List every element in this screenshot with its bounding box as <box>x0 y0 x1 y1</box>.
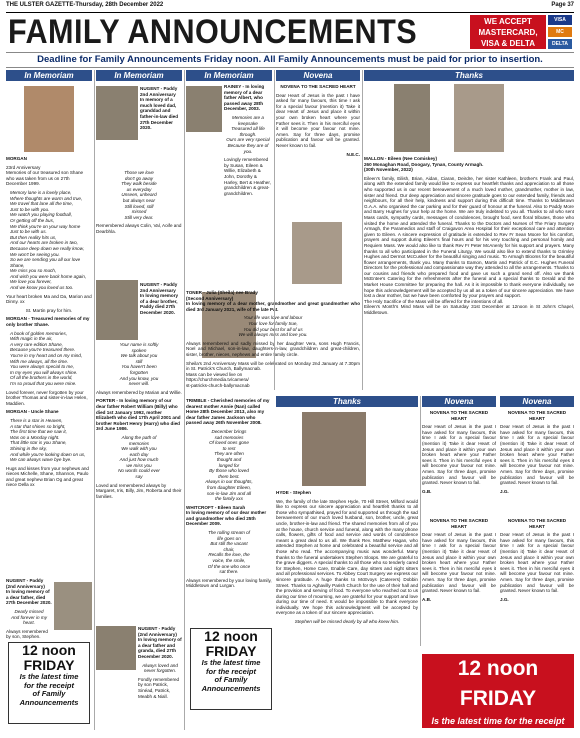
notice-signature: Always remembered by son, Stephen. <box>6 628 48 640</box>
memorial-photo <box>394 84 430 152</box>
friday-deadline-banner <box>422 654 574 737</box>
memorial-photo <box>54 582 92 630</box>
memorial-photo <box>292 222 342 284</box>
notice-intro: 23rd Anniversary Memories of our treasured son Shane who was taken from us on 27th December 1999. <box>6 164 84 187</box>
novena-title: NOVENA TO THE SACRED HEART <box>507 518 567 529</box>
notice-name: TONER - Julia (Sheila) nee Brady (Second Anniversary) In loving memory of a dear mother, grandmother and great grandmother who died 3rd January 2021, wife of the late Pat. <box>186 290 360 312</box>
notice-poem: Those we love don't go away They walk beside us everyday Unseen, unheard but always near Still loved, still missed Still very dear. <box>121 170 157 220</box>
notice-signature: Your heart broken Ma and Da, Marion and Dinny. xx <box>6 293 92 305</box>
page-number: Page 37 <box>551 2 574 8</box>
notice-poem: Your name is softly spoken We talk about you still You haven't been forgotten And you know, you never will. <box>119 342 159 387</box>
notice-signature: Remembered always Colin, Val, Aoife and Dearbhla. <box>96 223 182 234</box>
mastercard-logo: MC <box>548 27 572 37</box>
column-thanks-hyde <box>276 396 418 625</box>
notice-name: MORGAN <box>6 156 27 161</box>
novena-body: Dear Heart of Jesus in the past I have asked for many favours, this time I ask for a special favour (mention it) Take it dear Heart of Jesus and place it within your own broken heart where your Father sees it. Then in his merciful eyes it will become your favour not mine. Amen. Say for three days, promise publication and favour will be granted. Never known to fail. <box>276 92 360 148</box>
memorial-photo <box>96 86 138 140</box>
notice-poem: Dearly missed And forever in my heart. <box>11 608 47 626</box>
column-divider <box>94 70 95 730</box>
column-novena <box>276 70 360 157</box>
notice-name: HYDE - Stephen <box>276 490 311 495</box>
friday-line: FRIDAY <box>205 643 257 659</box>
deadline-line: Announcements <box>19 697 79 707</box>
column-divider <box>362 70 363 390</box>
notice-poem: Memory lane is a lovely place, Where thoughts are warm and true, We travel that lane all the time, Just to be with you. We watch you playing football, Or getting off the bus, We think you're on your way home Just to be with us. But then reality hits us, And our hearts are broken in two, Because deep down we really know, We won't be seeing you. So we are sending you all our love Shane, We miss you so much, And wish you were back home again, We love you forever, And we know you loved us too. <box>10 189 87 291</box>
thanks-body: Eileen's family, Eilish, Brian, Aidan, Ciaran, Deirdre, her sister Kathleen, brother's Frank and Paul, along with the extended family would like to express our heartfelt thanks and appreciation to all those who supported us in our recent bereavement of a much loved mother, grandmother, mother in law, sister and friend. Our deep appreciation and sincere gratitude goes to our extended family, friends and neighbours, for all their help, kindness and support during this difficult time. Thanks to Middletown G.A.A. who organised the car parking and for their guard of honour at the funeral. Also to Paddy More and Barry Hughes for your help at the home. We are truly indebted to you all. Thanks to all who sent Mass cards, sympathy cards, messages of condolences, brought food, sent floral tributes, those who visited the home and attended the funeral. Thanks to the Doctors and Nurses of The Friary Surgery Armagh, the Paramedics and staff of Craigavon Area Hospital for their exceptional care and attention given to Eileen. A sincere expression of gratitude is extended to Rev Fr Sean Moore for his comfort, prayers and support during Eileen's final hours and for his very touching and personal homily and Requiem Mass. We would also like to thank Rev Fr Peter McAnenly for his support and prayers. Many thanks to all who participated in the Funeral Liturgy. We would also like to extend thanks to Grimley Hughes and Dermot McCusker for the beautiful singing and music. To Armagh Blooms for the beautiful flower arrangements, thank you. Many thanks to Eamon, Martin and Patrick of E.C. Hughes Funeral Directors for the professional and compassionate way they attended to all the arrangements. Thanks to our cousins and friends who prepared food and gave us such a grand send off. Also we thank McEntee's Catering for the refreshments after the funeral and a special thanks to Gerald and the Market House Committee for preparing the hall. As it is impossible to thank everyone individually, we hope this acknowledgement will be accepted by us all as a token of our sincere appreciation. We have lost a dear mother, but we have been comforted by your prayers and support. The Holy Sacrifice of the Mass will be offered for the intentions of all. Eileen's Month's Mind Mass will be on Saturday 31st December at 12noon in St John's Chapel, Middletown. <box>364 175 574 316</box>
memorial-photo <box>186 86 222 132</box>
novena-body: Dear Heart of Jesus in the past I have asked for many favours, this time I ask for a special favour (mention it) Take it dear Heart of Jesus and place it within your own broken heart where your Father sees it. Then in his merciful eyes it will become your favour not mine. Amen. Say for three days, promise publication and favour will be granted. Never known to fail. <box>422 424 496 486</box>
accept-line-1: WE ACCEPT <box>484 17 532 26</box>
novena-signature: J.G. <box>500 596 509 602</box>
novena-signature: J.G. <box>500 488 509 494</box>
page-topbar <box>6 2 574 12</box>
payment-accept-badge <box>470 15 546 49</box>
notice-poem: There is a star in Heaven, A star that shines so bright, The first time that we saw it, Was on a Monday night. That little star is you Shane, Shining in the sky, And while you're looking down on us, We can always wave bye bye. <box>10 417 86 463</box>
column-thanks-mallon <box>364 70 574 316</box>
section-header: In Memoriam <box>96 70 182 81</box>
deadline-notice: Deadline for Family Announcements Friday noon. All Family Announcements must be paid for prior to insertion. <box>6 52 574 68</box>
notice-mass-info: Sheila's 2nd Anniversary Mass will be celebrated on Monday 2nd January at 7.30pm in St. Patrick's Church, Ballymacnab. Mass can be viewed live on https://churchmedia.tv/camera/ st-patricks-church-ballymacnab <box>186 360 360 388</box>
novena-body: Dear Heart of Jesus in the past I have asked for many favours, this time I ask for a special favour (mention it) Take it dear Heart of Jesus and place it within your own broken heart where your Father sees it. Then in his merciful eyes it will become your favour not mine. Amen. Say for three days, promise publication and favour will be granted. Never known to fail. <box>500 532 574 594</box>
banner-subtitle: Is the latest time for the receipt of Family Announcements <box>431 716 565 737</box>
deadline-line: for the receipt <box>23 680 74 690</box>
novena-body: Dear Heart of Jesus in the past I have asked for many favours, this time I ask for a special favour (mention it) Take it dear Heart of Jesus and place it within your own broken heart where your Father sees it. Then in his merciful eyes it will become your favour not mine. Amen. Say for three days, promise publication and favour will be granted. Never known to fail. <box>422 532 496 594</box>
deadline-line: Is the latest time <box>201 658 261 667</box>
section-header: Novena <box>500 396 574 407</box>
column-divider <box>184 70 185 730</box>
deadline-line: of Family <box>214 675 248 684</box>
section-header: Novena <box>276 70 360 81</box>
notice-signature: Hugs and kisses from your nephews and nieces Michelle, Shane, Shannon, Paulo and great nephew Brian Og and great niece Della xx <box>6 465 89 488</box>
notice-name: MORGAN - Uncle Shane <box>6 409 59 415</box>
section-header: Thanks <box>364 70 574 81</box>
novena-body: Dear Heart of Jesus in the past I have asked for many favours, this time I ask for a special favour (mention it) Take it dear Heart of Jesus and place it within your own broken heart where your Father sees it. Then in his merciful eyes it will become your favour not mine. Amen. Say for three days, promise publication and favour will be granted. Never known to fail. <box>500 424 574 486</box>
notice-name: NUGENT - Paddy 2nd Anniversary In loving memory of a dear brother, Paddy died 27th December 2020. <box>140 282 179 315</box>
notice-signature: Fondly remembered by son Patrick, Sinéad, Patrick, Meabh & Niall. <box>138 676 180 699</box>
notice-name: NUGENT - Paddy (2nd Anniversary) In loving memory of a dear father and granda, died 27th December 2020. <box>138 626 182 659</box>
publication-date: THE ULSTER GAZETTE-Thursday, 28th December 2022 <box>6 2 164 8</box>
notice-poem: Memories are a keepsake Treasured all life through. Ours are very special Because they are of you. <box>226 114 270 154</box>
card-logos <box>548 15 572 49</box>
page-title: FAMILY ANNOUNCEMENTS <box>8 13 418 51</box>
thanks-body: We, the family of the late Stephen Hyde, 70 Hill Street, Milford would like to express our sincere appreciation and heartfelt thanks to all those who sympathised, prayed for and supported us through the sad bereavement of our much loved husband, son, brother, uncle, great uncle, brother-in-law and friend. The shared memories from all of you at the house, church service and funeral, along with the many phone calls, flowers, gifts of food and service and words of condolence meant a great deal to us all. We thank Rev. Matthew Hagan, who attended Stephen at home and celebrated a beautiful service and all those who read. The accompanying music was wonderful. Many thanks to the funeral undertakers Stephen Sloops. We are grateful to the grave diggers. A special thanks to all those who so tenderly cared for Stephen, Home Care, Enable Care, day sitters and night sitters and all professional services. To Abbey Court Surgery we express our sincere gratitude. A huge thanks to McEvoys (Caterers) Dobbin Street. Thanks to Aghavilly Parish Church for the use of their hall and the provision and serving of food. To everyone who reached out to us during our time of mourning, we are grateful for your support and love during our time of need. It would be impossible to thank everyone individually. We hope this acknowledgment will be accepted by everyone as a token of our sincere appreciation. <box>276 498 418 616</box>
notice-poem: Along the path of memories We walk with you each day And just how much we miss you No words could ever say <box>118 434 160 480</box>
notice-name: RAINEY - In loving memory of a dear father Albert, who passed away 28th December, 2003. <box>224 84 265 112</box>
notice-trimble <box>186 398 272 592</box>
notice-name: NUGENT - Paddy (2nd Anniversary) In loving memory of a dear father, died 27th December 2020. <box>6 578 52 606</box>
notice-signature: Lovingly remembered by Susan, Eileen & Willie, Elizabeth & John, Dorothy & Harley, Bert & Heather, grandchildren & great-grandchildren. <box>224 157 271 196</box>
notice-signature: Always remembered and sadly missed by her daughter Vera, sons Hugh Francis, Noel and Michael, son-in-law, daughters-in-law, grandchildren and great-children, sister, brother, nieces, nephews and entire family circle. <box>186 340 360 357</box>
column-in-memoriam-1 <box>6 70 92 730</box>
memorial-photo <box>454 84 504 152</box>
noon-line: 12 noon <box>204 628 258 644</box>
deadline-line: Announcements <box>201 683 261 693</box>
deadline-line: for the receipt <box>205 666 256 676</box>
notice-toner <box>186 290 360 392</box>
novena-title: NOVENA TO THE SACRED HEART <box>429 410 489 421</box>
section-header: In Memoriam <box>6 70 92 81</box>
notice-poem: December brings sad memories Of loved ones gone to rest They are often thought and longed for By those who loved them best. Always in our thoughts, from daughter Eileen, son-in-law Jim and all the family xxx <box>205 428 253 502</box>
section-header: Novena <box>422 396 496 407</box>
deadline-line: Is the latest time <box>19 672 79 681</box>
notice-name: PORTER - In loving memory of our dear father Robert William (Billy) who died 1st January 1992, mother Elizabeth who died 17th April 2001 and brother Robert Henry (Harry) who died 3rd June 1986. <box>96 398 181 432</box>
section-header: Thanks <box>276 396 418 407</box>
notice-signature: Always remembered by Marian and Willie. <box>96 389 182 395</box>
column-novena-2 <box>422 396 496 602</box>
notice-signature: Loved forever, never forgotten by your brother Thomas and sister-in-law Helen, Maddien. <box>6 389 88 406</box>
section-header: In Memoriam <box>186 70 272 81</box>
notice-name: TRIMBLE - Cherished memories of my dearest mother Annie (Nan) called Home 28th December 2013, also my dear father James Jackson who passed away 26th November 2008. <box>186 398 270 426</box>
notice-name: NUGENT - Paddy 2nd Anniversary In memory of a much loved dad, granddad and father-in-law died 27th December 2020. <box>140 86 179 131</box>
novena-title: NOVENA TO THE SACRED HEART <box>280 84 356 89</box>
masthead <box>6 13 574 51</box>
accept-line-2: MASTERCARD, <box>478 28 538 37</box>
notice-name: MALLON - Eileen (Nee Comiskey) 260 Monaghan Road, Doogary, Tynan, County Armagh. (30th November, 2022) <box>364 156 484 173</box>
column-novena-3 <box>500 396 574 602</box>
memorial-photo <box>24 86 74 152</box>
novena-title: NOVENA TO THE SACRED HEART <box>507 410 567 421</box>
notice-poem: Always loved and never forgotten. <box>142 662 178 674</box>
friday-line: FRIDAY <box>23 657 75 673</box>
visa-logo: VISA <box>548 15 572 25</box>
notice-signature: Always remembered by your loving family, Middletown and Lurgan. <box>186 577 272 589</box>
noon-line: 12 noon <box>22 642 76 658</box>
column-divider <box>274 70 275 390</box>
thanks-signature: Stephen will be missed dearly by all who knew him. <box>294 619 400 625</box>
notice-name: WHITCROFT - Eileen Sarah In loving memory of our dear mother and grandmother who died 25th December 2009. <box>186 504 267 527</box>
memorial-photo <box>302 412 366 486</box>
column-divider <box>420 396 421 646</box>
memorial-photo <box>96 280 138 340</box>
accept-line-3: VISA & DELTA <box>480 39 536 48</box>
notice-signature: Loved and remembered always by Margaret, Iris, Billy, Jim, Roberta and their families. <box>96 482 182 499</box>
notice-poem: The rolling stream of life goes on But still the vacant chair, Recalls the love, the voice, the smile, Of the one who once sat there. <box>207 530 251 575</box>
novena-signature: N.E.C. <box>346 151 360 157</box>
novena-title: NOVENA TO THE SACRED HEART <box>429 518 489 529</box>
novena-signature: G.B. <box>422 488 432 494</box>
banner-title: 12 noon FRIDAY <box>457 657 539 710</box>
notice-prayer: St. Martin pray for him. <box>25 307 73 313</box>
deadline-line: of Family <box>32 689 66 698</box>
friday-deadline-box <box>8 642 90 724</box>
delta-logo: DELTA <box>548 39 572 49</box>
memorial-photo <box>96 626 136 670</box>
novena-signature: A.B. <box>422 596 432 602</box>
notice-name: MORGAN - Treasured memories of my only brother Shane. <box>6 316 90 328</box>
notice-poem: A book of golden memories, With magic in the air, A very rare edition Shane, Because you're treasured there. You're in my heart and on my mind, With me always, all the time. You were always special to me, In my eyes you will always shine. Of all the brothers in the world, I'm so proud that you were mine. <box>10 330 83 386</box>
notice-poem: Your life was love and labour Your love for family true, You did your best for all of us We will always miss and love you. <box>238 315 308 338</box>
